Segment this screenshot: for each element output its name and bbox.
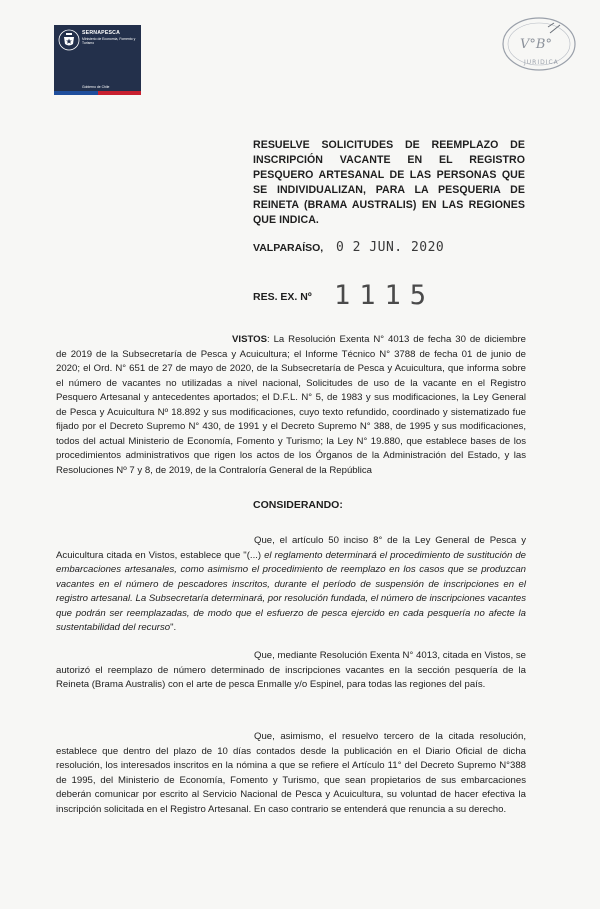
considerando-paragraph-3: Que, asimismo, el resuelvo tercero de la citada resolución, establece que dentro del plazo de 10 días contados desde la publicación en el Diario Oficial de dicha resolución, los interesados inscritos en la nómina a que se refiere el Artículo 11° del Decreto Supremo N°388 de 1995, del Ministerio de Economía, Fomento y Turismo, que sean propietarios de sus embarcaciones deberán comunicar por escrito al Servicio Nacional de Pesca y Acuicultura, su voluntad de hacer efectiva la inscripción solicitada en el Registro Artesanal. En caso contrario se entenderá que renuncia a su derecho. [56, 731, 526, 815]
p1-intro: Que, el artículo 50 inciso 8° de la Ley General de Pesca y Acuicultura citada en Vistos, establece que "(...) [56, 535, 526, 561]
logo-organization: SERNAPESCA [82, 30, 121, 36]
vistos-text: : La Resolución Exenta N° 4013 de fecha 30 de diciembre de 2019 de la Subsecretaría de Pesca y Acuicultura; el Informe Técnico N° 3788 de fecha 01 de junio de 2020; el Ord. N° 651 de 27 de mayo de 2020, de la Subsecretaría de Pesca y Acuicultura, que informa sobre el número de vacantes no utilizadas a nivel nacional, Solicitudes de uso de la vacante en el Registro Pesquero Artesanal y antecedentes aportados; el D.F.L. N° 5, de 1983 y sus modificaciones, la Ley General de Pesca y Acuicultura Nº 18.892 y sus modificaciones, cuyo texto refundido, coordinado y sistematizado fue fijado por el Decreto Supremo N° 430, de 1991 y el Decreto Supremo N° 388, de 1995 y sus modificaciones, todos del actual Ministerio de Economía, Fomento y Turismo; la Ley N° 19.880, que establece bases de los procedimientos administrativos que rigen los actos de los Órganos de la Administración del Estado, y las Resoluciones Nº 7 y 8, de 2019, de la Contraloría General de la República [56, 334, 526, 476]
res-label: RES. EX. Nº [253, 291, 312, 303]
considerando-heading: CONSIDERANDO: [253, 499, 343, 511]
flag-stripe [54, 91, 141, 95]
sernapesca-logo [54, 25, 141, 95]
considerando-paragraph-2: Que, mediante Resolución Exenta N° 4013, citada en Vistos, se autorizó el reemplazo de número determinado de inscripciones vacantes en la sección pesquería de la Reineta (Brama Australis) con el arte de pesca Enmalle y/o Espinel, para todas las regiones del país. [56, 650, 526, 690]
p1-quote: el reglamento determinará el procedimiento de sustitución de embarcaciones artesanales, como asimismo el procedimiento de reemplazo en los casos que se produzcan vacantes en el número de pescadores inscritos, durante el período de suspensión de inscripciones en el registro artesanal. La Subsecretaría determinará, por resolución fundada, el número de inscripciones vacantes que podrán ser reemplazadas, de modo que el esfuerzo de pesca ejercido en cada pesquería no afecte la sustentabilidad del recurso [56, 549, 526, 633]
place-label: VALPARAÍSO, [253, 242, 324, 254]
p1-outro: ". [170, 622, 177, 633]
vistos-label: VISTOS [232, 334, 268, 345]
juridica-stamp [500, 15, 578, 73]
resolution-title: RESUELVE SOLICITUDES DE REEMPLAZO DE INSCRIPCIÓN VACANTE EN EL REGISTRO PESQUERO ARTESANAL DE LAS PERSONAS QUE SE INDIVIDUALIZAN, PARA LA PESQUERIA DE REINETA (BRAMA AUSTRALIS) EN LAS REGIONES QUE INDICA. [253, 139, 525, 226]
res-number: 1115 [334, 280, 436, 311]
logo-subtitle: Ministerio de Economía, Fomento y Turismo [82, 37, 136, 45]
logo-government: Gobierno de Chile [82, 85, 110, 89]
considerando-paragraph-1 [56, 534, 526, 636]
date-stamp: 0 2 JUN. 2020 [336, 240, 445, 255]
stamp-text: V°B° [520, 37, 552, 52]
coat-of-arms-icon [58, 29, 80, 51]
vistos-paragraph [56, 333, 526, 478]
stamp-subtext: JURIDICA [524, 59, 559, 66]
